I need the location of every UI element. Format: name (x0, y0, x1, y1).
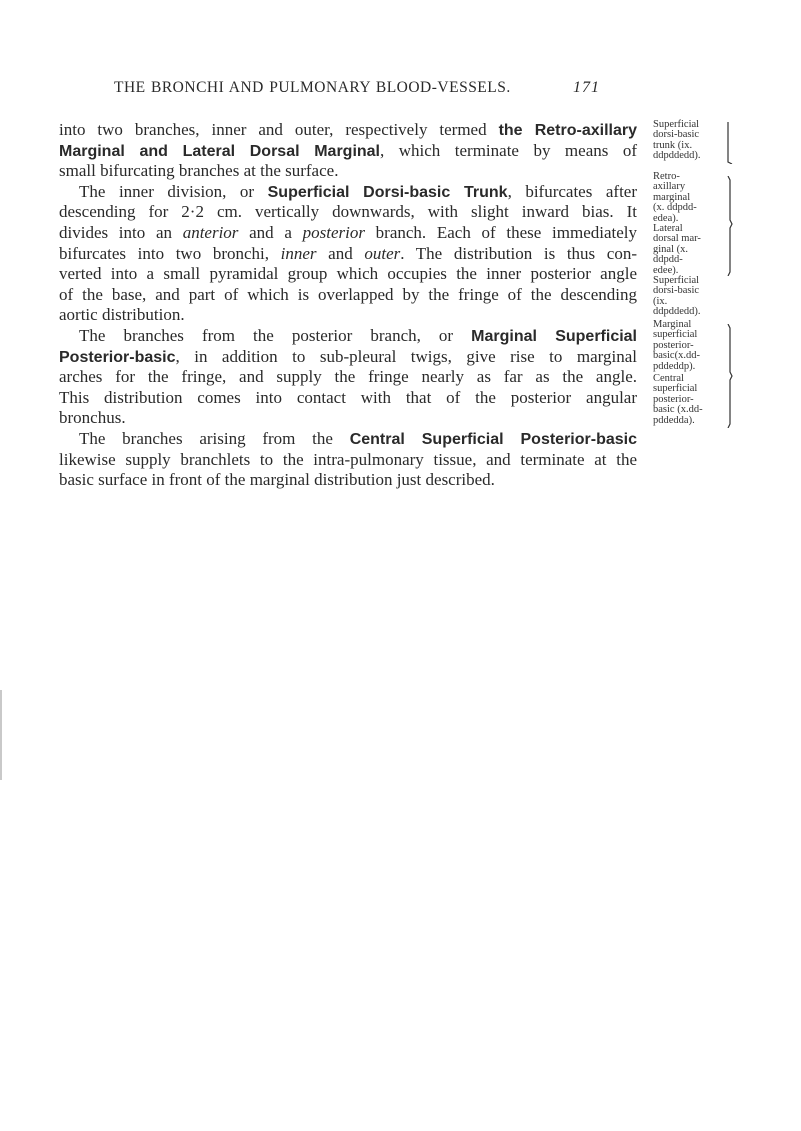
brace-icon (727, 324, 733, 428)
text-line: arches for the fringe, and supply the fringe nearly as far as the angle. (59, 367, 637, 387)
text-line: aortic distribution. (59, 305, 185, 325)
text-line: The branches arising from the Central Superficial Posterior-basic (79, 428, 637, 448)
text-line: This distribution comes into contact with that of the posterior angular (59, 387, 637, 407)
text-line: The branches from the posterior branch, or Marginal Superficial (79, 325, 638, 345)
text-line: into two branches, inner and outer, respectively termed the Retro-axillary (59, 120, 637, 139)
text-line: likewise supply branchlets to the intra-pulmonary tissue, and terminate at the (59, 449, 637, 469)
scan-edge-rule (0, 690, 2, 780)
margin-note-central-superficial-posterior-basic: Central superficial posterior- basic (x.dd- pddedda). (653, 373, 703, 426)
brace-icon (727, 176, 733, 276)
page-number: 171 (573, 79, 600, 96)
text-line: descending for 2·2 cm. vertically downwards, with slight inward bias. It (59, 202, 637, 222)
body-text (59, 120, 637, 491)
margin-note-marginal-superficial-posterior-basic: Marginal superficial posterior- basic(x.dd- pddeddp). (653, 319, 700, 372)
margin-note-superficial-dorsi-basic-trunk: Superficial dorsi-basic trunk (ix. ddpddedd). (653, 119, 701, 162)
text-line: bronchus. (59, 408, 126, 428)
text-line: The inner division, or Superficial Dorsi-basic Trunk, bifurcates after (79, 181, 637, 201)
text-line: divides into an anterior and a posterior branch. Each of these immediately (59, 222, 637, 242)
text-line: basic surface in front of the marginal distribution just described. (59, 470, 495, 490)
margin-note-superficial-dorsi-basic: Superficial dorsi-basic (ix. ddpddedd). (653, 275, 701, 318)
text-line: verted into a small pyramidal group which occupies the inner posterior angle (59, 264, 637, 284)
text-line: bifurcates into two bronchi, inner and outer. The distribution is thus con- (59, 243, 638, 263)
running-head (0, 79, 801, 101)
running-title: THE BRONCHI AND PULMONARY BLOOD-VESSELS. (114, 79, 511, 96)
text-line: Marginal and Lateral Dorsal Marginal, which terminate by means of (59, 140, 638, 160)
margin-note-retro-axillary-lateral-dorsal: Retro- axillary marginal (x. ddpdd- edea). Lateral dorsal mar- ginal (x. ddpdd- edee). (653, 171, 701, 276)
brace-icon (727, 122, 733, 164)
text-line: of the base, and part of which is overlapped by the fringe of the descending (59, 284, 637, 304)
text-line: small bifurcating branches at the surface. (59, 161, 339, 181)
text-line: Posterior-basic, in addition to sub-pleural twigs, give rise to marginal (59, 346, 637, 366)
